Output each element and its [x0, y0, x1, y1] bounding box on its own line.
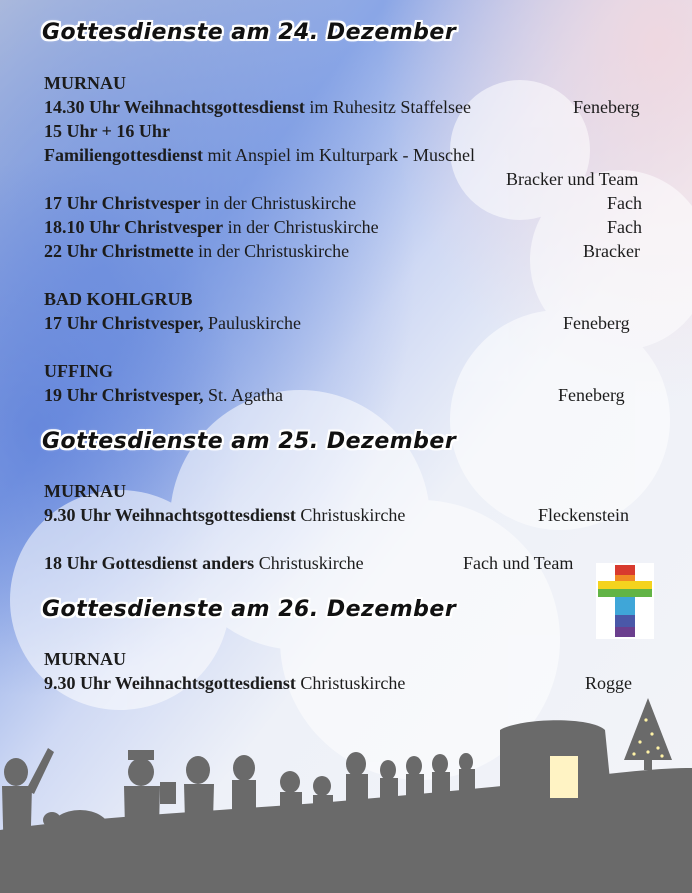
service-person: Fleckenstein	[538, 505, 629, 525]
service-person: Fach	[607, 193, 642, 213]
service-place: Christuskirche	[295, 505, 406, 525]
service-place: in der Christuskirche	[193, 241, 350, 261]
service-times: 15 Uhr + 16 Uhr	[44, 121, 170, 141]
service-entry	[44, 192, 356, 214]
service-time-title: 9.30 Uhr Weihnachtsgottesdienst	[44, 505, 296, 525]
service-person: Bracker	[583, 241, 640, 261]
service-person: Feneberg	[573, 97, 640, 117]
service-place: Christuskirche	[295, 673, 406, 693]
service-person: Feneberg	[563, 313, 630, 333]
service-entry	[44, 240, 349, 262]
service-person: Rogge	[585, 673, 632, 693]
service-place: mit Anspiel im Kulturpark - Muschel	[203, 145, 475, 165]
service-time-title: 9.30 Uhr Weihnachtsgottesdienst	[44, 673, 296, 693]
service-entry	[44, 504, 405, 526]
rainbow-cross-icon	[596, 563, 654, 639]
service-time-title: 17 Uhr Christvesper	[44, 193, 201, 213]
service-person: Fach	[607, 217, 642, 237]
service-entry	[44, 312, 301, 334]
location-murnau: MURNAU	[44, 481, 126, 501]
service-time-title: 18.10 Uhr Christvesper	[44, 217, 224, 237]
service-time-title: 17 Uhr Christvesper,	[44, 313, 204, 333]
heading-december-26: Gottesdienste am 26. Dezember	[42, 597, 457, 622]
service-place: St. Agatha	[203, 385, 284, 405]
service-time-title: 18 Uhr Gottesdienst anders	[44, 553, 255, 573]
service-entry	[44, 144, 475, 166]
service-place: im Ruhesitz Staffelsee	[304, 97, 471, 117]
service-title: Familiengottesdienst	[44, 145, 203, 165]
service-place: Pauluskirche	[203, 313, 301, 333]
service-place: in der Christuskirche	[223, 217, 379, 237]
service-entry	[44, 552, 364, 574]
location-murnau: MURNAU	[44, 73, 126, 93]
service-person: Fach und Team	[463, 553, 574, 573]
service-entry	[44, 384, 283, 406]
service-time-title: 19 Uhr Christvesper,	[44, 385, 204, 405]
service-entry	[44, 96, 471, 118]
location-murnau: MURNAU	[44, 649, 126, 669]
location-uffing: UFFING	[44, 361, 113, 381]
service-place: Christuskirche	[254, 553, 364, 573]
service-entry	[44, 672, 405, 694]
service-time-title: 14.30 Uhr Weihnachtsgottesdienst	[44, 97, 305, 117]
service-person: Feneberg	[558, 385, 625, 405]
service-entry	[44, 216, 379, 238]
service-time-title: 22 Uhr Christmette	[44, 241, 194, 261]
heading-december-25: Gottesdienste am 25. Dezember	[42, 429, 457, 454]
location-bad-kohlgrub: BAD KOHLGRUB	[44, 289, 193, 309]
heading-december-24: Gottesdienste am 24. Dezember	[42, 20, 457, 45]
service-place: in der Christuskirche	[200, 193, 357, 213]
service-person: Bracker und Team	[506, 169, 639, 189]
